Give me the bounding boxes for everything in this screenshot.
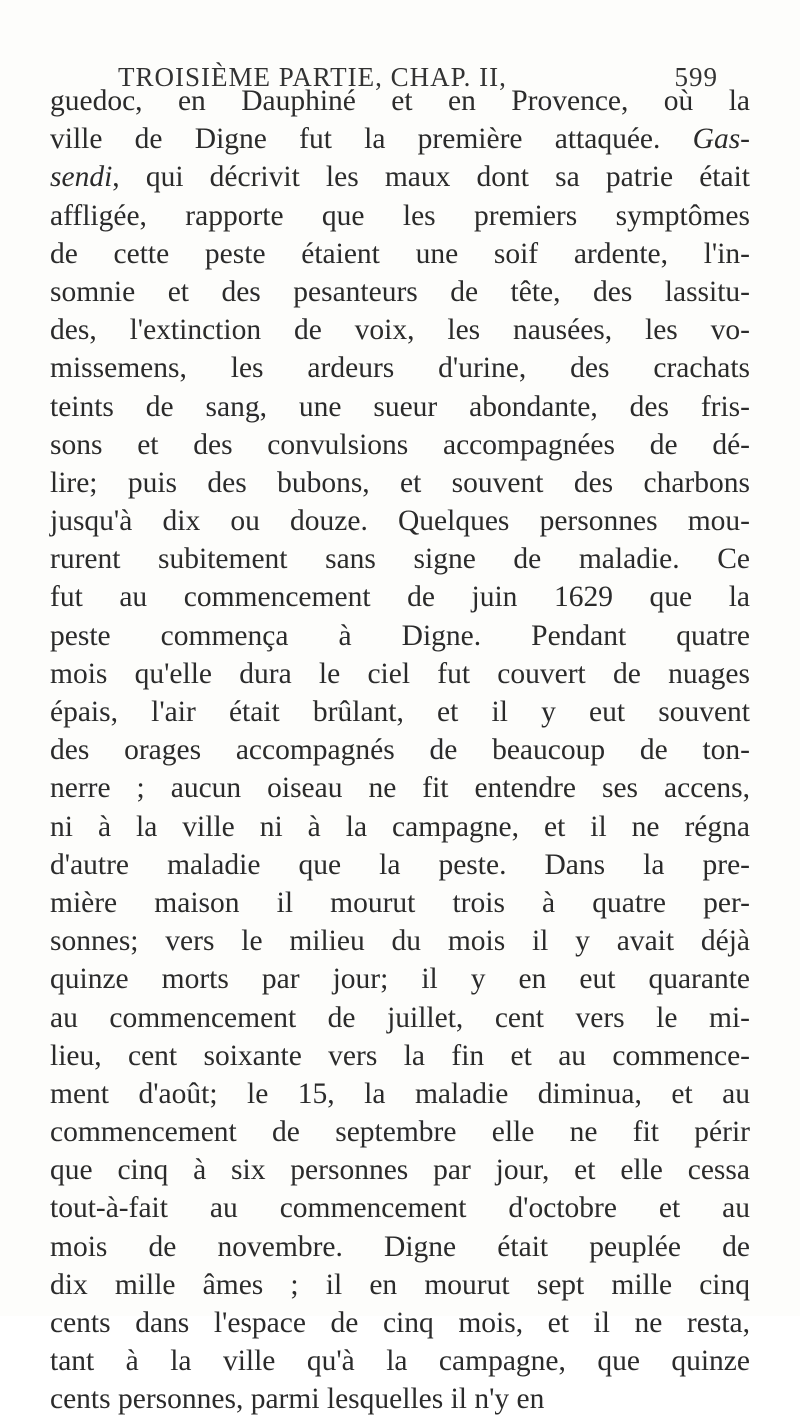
text-line: sonnes; vers le milieu du mois il y avait déjà bbox=[50, 925, 750, 958]
text-line: des, l'extinction de voix, les nausées, les vo- bbox=[50, 314, 750, 347]
text-line: mois qu'elle dura le ciel fut couvert de nuages bbox=[50, 657, 750, 690]
text-line: ni à la ville ni à la campagne, et il ne régna bbox=[50, 810, 750, 843]
text-line: cents personnes, parmi lesquelles il n'y en bbox=[50, 1383, 545, 1416]
text-line: lieu, cent soixante vers la fin et au commence- bbox=[50, 1039, 750, 1072]
text-line: ment d'août; le 15, la maladie diminua, et au bbox=[50, 1077, 750, 1110]
text-line: guedoc, en Dauphiné et en Provence, où la bbox=[50, 85, 750, 117]
text-line: au commencement de juillet, cent vers le mi- bbox=[50, 1001, 750, 1034]
text-line: jusqu'à dix ou douze. Quelques personnes mou- bbox=[50, 505, 750, 538]
text-line: peste commença à Digne. Pendant quatre bbox=[50, 619, 750, 652]
text-line: mois de novembre. Digne était peuplée de bbox=[50, 1230, 750, 1263]
text-line: que cinq à six personnes par jour, et elle cessa bbox=[50, 1154, 750, 1187]
text-line: rurent subitement sans signe de maladie. Ce bbox=[50, 543, 750, 576]
text-line: mière maison il mourut trois à quatre per- bbox=[50, 886, 750, 919]
page-number: 599 bbox=[674, 62, 718, 92]
body-text bbox=[50, 82, 750, 1419]
text-line: fut au commencement de juin 1629 que la bbox=[50, 581, 750, 614]
text-line: lire; puis des bubons, et souvent des charbons bbox=[50, 466, 750, 499]
text-line: épais, l'air était brûlant, et il y eut souvent bbox=[50, 696, 750, 728]
text-line: quinze morts par jour; il y en eut quarante bbox=[50, 963, 750, 996]
text-line: tout-à-fait au commencement d'octobre et au bbox=[50, 1192, 750, 1225]
italic-name: sendi bbox=[50, 161, 113, 194]
text-line: d'autre maladie que la peste. Dans la pre- bbox=[50, 848, 750, 881]
text-line: ville de Digne fut la première attaquée. Gas- bbox=[50, 123, 750, 156]
text-line: teints de sang, une sueur abondante, des fris- bbox=[50, 390, 750, 423]
text-line: tant à la ville qu'à la campagne, que quinze bbox=[50, 1345, 750, 1378]
text-line: dix mille âmes ; il en mourut sept mille cinq bbox=[50, 1268, 750, 1301]
text-line: somnie et des pesanteurs de tête, des lassitu- bbox=[50, 275, 750, 308]
text-line: missemens, les ardeurs d'urine, des crachats bbox=[50, 352, 750, 385]
text-line: sendi, qui décrivit les maux dont sa patrie était bbox=[50, 161, 750, 194]
italic-name: Gas- bbox=[692, 123, 750, 156]
text-line: affligée, rapporte que les premiers symptômes bbox=[50, 199, 750, 232]
text-line: de cette peste étaient une soif ardente, l'in- bbox=[50, 237, 750, 270]
text-line: des orages accompagnés de beaucoup de ton- bbox=[50, 734, 750, 767]
text-line: sons et des convulsions accompagnées de dé- bbox=[50, 428, 750, 461]
text-line: commencement de septembre elle ne fit périr bbox=[50, 1116, 750, 1149]
running-head-title: TROISIÈME PARTIE, CHAP. II, bbox=[118, 62, 507, 92]
text-line: cents dans l'espace de cinq mois, et il ne resta, bbox=[50, 1307, 750, 1339]
text-line: nerre ; aucun oiseau ne fit entendre ses accens, bbox=[50, 772, 750, 805]
